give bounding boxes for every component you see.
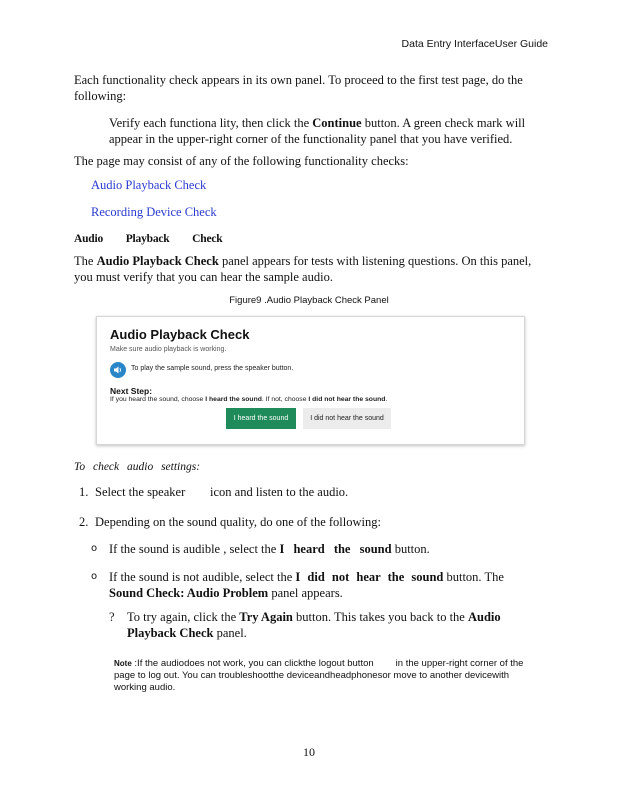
sub-step-not-audible-after: panel appears.	[268, 586, 343, 600]
audio-playback-panel	[96, 316, 525, 445]
next-step-after: .	[385, 396, 388, 403]
note-text-first: :If the audiodoes not work, you can clickthe logout button	[131, 658, 374, 669]
note-text-rest: in the upper-right corner of the page to log out. You can troubleshootthe deviceandheadphonesor move to another devicewith working audio.	[114, 658, 524, 693]
try-again-middle: button. This takes you back to the	[292, 610, 468, 624]
step-one-before: Select the speaker	[95, 485, 186, 499]
try-again-after: panel.	[213, 626, 247, 640]
sub-step-audible	[109, 542, 539, 557]
verify-text-after: button. A green check mark will appear in the upper-right corner of the functionality panel that you have verified.	[109, 116, 526, 146]
sub-step-marker: o	[91, 543, 98, 554]
section-paragraph	[74, 253, 542, 285]
sub-step-marker: o	[91, 571, 98, 582]
sub-step-not-audible-bold2: Sound Check: Audio Problem	[109, 586, 269, 600]
try-again-bold: Try Again	[239, 610, 293, 624]
step-number: 1.	[79, 485, 89, 499]
note-block	[114, 658, 544, 694]
next-step-bold-not-heard: I did not hear the sound	[308, 396, 386, 403]
panel-title: Audio Playback Check	[110, 327, 250, 342]
try-again-before: To try again, click the	[127, 610, 240, 624]
step-two-text: Depending on the sound quality, do one of the following:	[95, 515, 381, 529]
not-heard-sound-button[interactable]: I did not hear the sound	[303, 408, 391, 429]
speaker-instruction: To play the sample sound, press the speaker button.	[131, 365, 294, 372]
sub-step-not-audible-before: If the sound is not audible, select the	[109, 570, 296, 584]
section-heading: Audio Playback Check	[74, 233, 223, 245]
page-header: Data Entry InterfaceUser Guide	[401, 38, 548, 50]
try-again-bold2: Audio Playback Check	[127, 610, 501, 640]
next-step-before: If you heard the sound, choose	[110, 396, 206, 403]
page-consist-text: The page may consist of any of the following functionality checks:	[74, 154, 409, 168]
recording-device-check-link[interactable]: Recording Device Check	[91, 205, 217, 219]
sub-step-audible-bold: I heard the sound	[279, 542, 392, 556]
verify-text-before: Verify each functiona lity, then click the	[109, 116, 313, 130]
page-number: 10	[303, 745, 315, 759]
sub-step-not-audible	[109, 569, 541, 601]
next-step-bold-heard: I heard the sound	[205, 396, 262, 403]
panel-subtitle: Make sure audio playback is working.	[110, 346, 227, 353]
section-text-bold: Audio Playback Check	[96, 254, 219, 268]
sub-step-not-audible-middle: button. The	[443, 570, 504, 584]
next-step-label: Next Step:	[110, 386, 153, 396]
sub-step-not-audible-bold: I did not hear the sound	[295, 570, 444, 584]
step-number: 2.	[79, 515, 89, 529]
heard-sound-button[interactable]: I heard the sound	[226, 408, 296, 429]
speaker-icon[interactable]	[110, 362, 126, 378]
step-one-after: icon and listen to the audio.	[210, 485, 349, 499]
sub-step-audible-before: If the sound is audible , select the	[109, 542, 280, 556]
try-again-text	[127, 609, 539, 641]
figure-caption: Figure9 .Audio Playback Check Panel	[229, 295, 389, 306]
next-step-text	[110, 396, 387, 403]
intro-paragraph: Each functionality check appears in its own panel. To proceed to the first test page, do the following:	[74, 73, 523, 103]
note-label: Note	[114, 659, 132, 668]
try-again-marker: ?	[109, 610, 115, 624]
continue-label: Continue	[312, 116, 362, 130]
audio-playback-check-link[interactable]: Audio Playback Check	[91, 178, 207, 192]
section-text-after: panel appears for tests with listening questions. On this panel, you must verify that you can hear the sample audio.	[74, 254, 532, 284]
check-audio-heading: To check audio settings:	[74, 461, 201, 473]
verify-bullet-text	[109, 115, 539, 147]
sub-step-audible-after: button.	[391, 542, 430, 556]
next-step-middle: . If not, choose	[261, 396, 309, 403]
section-text-before: The	[74, 254, 97, 268]
